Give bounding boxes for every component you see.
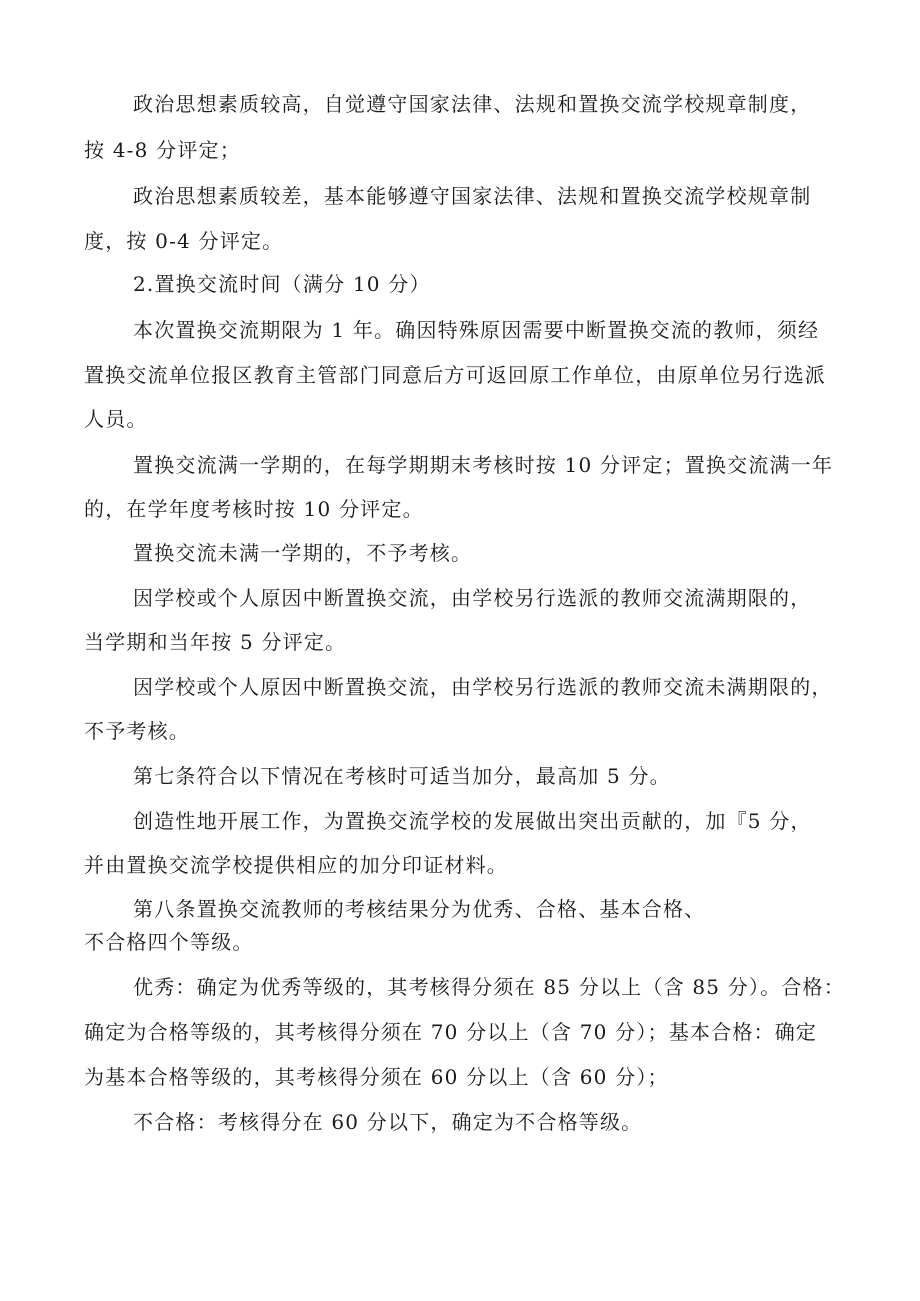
text-line: 置换交流未满一学期的，不予考核。 [133, 541, 473, 565]
text-line: 为基本合格等级的，其考核得分须在 60 分以上（含 60 分）； [84, 1065, 669, 1089]
article-line: 第七条符合以下情况在考核时可适当加分，最高加 5 分。 [133, 764, 671, 788]
section-heading: 2.置换交流时间（满分 10 分） [133, 272, 431, 296]
text-line: 本次置换交流期限为 1 年。确因特殊原因需要中断置换交流的教师，须经 [133, 318, 820, 342]
text-line: 的，在学年度考核时按 10 分评定。 [84, 497, 424, 521]
text-line: 按 4-8 分评定； [84, 138, 241, 162]
text-line: 置换交流单位报区教育主管部门同意后方可返回原工作单位，由原单位另行选派 [84, 363, 826, 387]
article-line: 第八条置换交流教师的考核结果分为优秀、合格、基本合格、 [133, 897, 706, 921]
text-line: 不合格四个等级。 [84, 930, 254, 954]
text-line: 政治思想素质较高，自觉遵守国家法律、法规和置换交流学校规章制度， [133, 92, 812, 116]
text-line: 政治思想素质较差，基本能够遵守国家法律、法规和置换交流学校规章制 [133, 184, 812, 208]
text-line: 并由置换交流学校提供相应的加分印证材料。 [84, 853, 508, 877]
text-line: 不合格：考核得分在 60 分以下，确定为不合格等级。 [133, 1110, 643, 1134]
text-line: 确定为合格等级的，其考核得分须在 70 分以上（含 70 分）；基本合格：确定 [84, 1020, 818, 1044]
text-line: 当学期和当年按 5 分评定。 [84, 630, 347, 654]
text-line: 优秀：确定为优秀等级的，其考核得分须在 85 分以上（含 85 分）。合格： [133, 975, 845, 999]
text-line: 不予考核。 [84, 719, 190, 743]
text-line: 度，按 0-4 分评定。 [84, 229, 284, 253]
text-line: 创造性地开展工作，为置换交流学校的发展做出突出贡献的，加『5 分， [133, 809, 812, 833]
text-line: 因学校或个人原因中断置换交流，由学校另行选派的教师交流未满期限的， [133, 675, 833, 699]
text-line: 置换交流满一学期的，在每学期期末考核时按 10 分评定；置换交流满一年 [133, 453, 834, 477]
text-line: 因学校或个人原因中断置换交流，由学校另行选派的教师交流满期限的， [133, 586, 812, 610]
text-line: 人员。 [84, 407, 148, 431]
